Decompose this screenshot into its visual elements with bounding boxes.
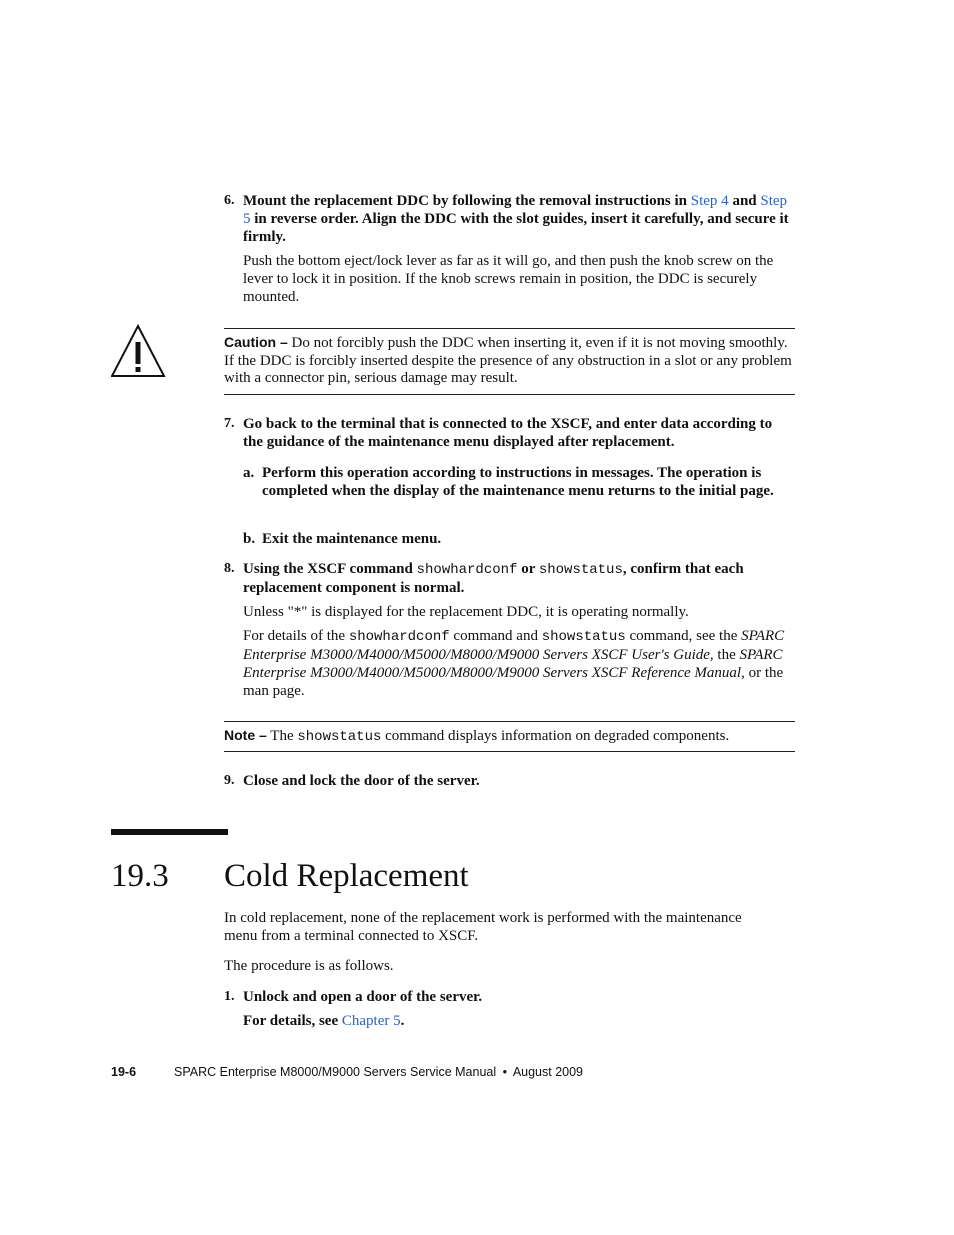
caution-block	[224, 334, 796, 388]
body2-text-e: , or the man page.	[243, 665, 784, 699]
body2-text-d: , the	[709, 647, 740, 663]
footer-bullet: •	[502, 1065, 508, 1079]
users-guide-title: SPARC Enterprise M3000/M4000/M5000/M8000/M9000 Servers XSCF User's Guide	[243, 628, 785, 663]
note-bottom-rule	[224, 751, 795, 752]
section-intro: In cold replacement, none of the replacement work is performed with the maintenance menu from a terminal connected to XSCF.	[224, 910, 742, 944]
note-text-b: command displays information on degraded components.	[381, 728, 730, 744]
note-label: Note –	[224, 727, 267, 743]
step9-instruction: Close and lock the door of the server.	[243, 773, 480, 789]
step8-text-b: or	[517, 561, 539, 577]
caution-bottom-rule	[224, 394, 795, 395]
step8-body2	[243, 627, 795, 700]
section-number: 19.3	[111, 858, 169, 894]
showhardconf-command: showhardconf	[416, 562, 518, 578]
step6-instruction	[243, 192, 793, 246]
body2-text-b: command and	[449, 628, 542, 644]
showstatus-command: showstatus	[538, 562, 623, 578]
note-top-rule	[224, 721, 795, 722]
detail-text-b: .	[400, 1013, 405, 1029]
reference-manual-title: SPARC Enterprise M3000/M4000/M5000/M8000/M9000 Servers XSCF Reference Manual	[243, 647, 783, 681]
caution-text: Do not forcibly push the DDC when inserting it, even if it is not moving smoothly. If the DDC is forcibly inserted despite the presence of any obstruction in a slot or any problem with a connector pin, serious damage may result.	[224, 335, 792, 386]
chapter5-link[interactable]: Chapter 5	[341, 1013, 401, 1029]
body2-showhardconf: showhardconf	[348, 629, 450, 645]
warning-triangle-icon	[111, 323, 167, 379]
step8-instruction	[243, 560, 793, 597]
step9-number: 9.	[224, 773, 235, 788]
step6-body: Push the bottom eject/lock lever as far as it will go, and then push the knob screw on the lever to lock it in position. If the knob screws remain in position, the DDC is securely mounted.	[243, 253, 774, 305]
step7b-text: Exit the maintenance menu.	[262, 531, 442, 547]
footer-title	[174, 1064, 583, 1080]
note-block	[224, 726, 799, 746]
step8-text-c: , confirm that each replacement component is normal.	[243, 561, 744, 596]
step8-body1: Unless "*" is displayed for the replacement DDC, it is operating normally.	[243, 604, 689, 620]
caution-label: Caution –	[224, 334, 288, 350]
footer-date: August 2009	[512, 1065, 584, 1079]
section-rule	[111, 829, 228, 835]
step7a-text: Perform this operation according to instructions in messages. The operation is completed when the display of the maintenance menu returns to the initial page.	[262, 465, 774, 499]
step7a-label: a.	[243, 465, 255, 481]
step4-link[interactable]: Step 4	[690, 193, 729, 209]
step7-number: 7.	[224, 416, 235, 431]
step5-link[interactable]: Step 5	[243, 193, 788, 227]
cold-step1-instruction: Unlock and open a door of the server.	[243, 989, 483, 1005]
note-text-a: The	[266, 728, 298, 744]
caution-top-rule	[224, 328, 795, 329]
step8-number: 8.	[224, 561, 235, 576]
body2-text-a: For details of the	[243, 628, 349, 644]
step7-instruction: Go back to the terminal that is connected to the XSCF, and enter data according to the guidance of the maintenance menu displayed after replacement.	[243, 416, 773, 450]
step8-text-a: Using the XSCF command	[243, 561, 417, 577]
body2-text-c: command, see the	[625, 628, 742, 644]
note-showstatus: showstatus	[297, 729, 382, 745]
footer-page-number: 19-6	[111, 1065, 137, 1079]
step6-text-b: and	[728, 193, 761, 209]
step6-text-a: Mount the replacement DDC by following the removal instructions in	[243, 193, 691, 209]
step6-text-c: in reverse order. Align the DDC with the slot guides, insert it carefully, and secure it firmly.	[243, 211, 789, 245]
footer-manual-title: SPARC Enterprise M8000/M9000 Servers Service Manual	[174, 1065, 497, 1079]
section-title: Cold Replacement	[224, 858, 469, 894]
detail-text-a: For details, see	[243, 1013, 342, 1029]
cold-step1-number: 1.	[224, 989, 235, 1004]
body2-showstatus: showstatus	[541, 629, 626, 645]
step7b-label: b.	[243, 531, 256, 547]
cold-step1-detail	[243, 1012, 795, 1030]
step6-number: 6.	[224, 193, 235, 208]
section-procedure: The procedure is as follows.	[224, 958, 394, 974]
